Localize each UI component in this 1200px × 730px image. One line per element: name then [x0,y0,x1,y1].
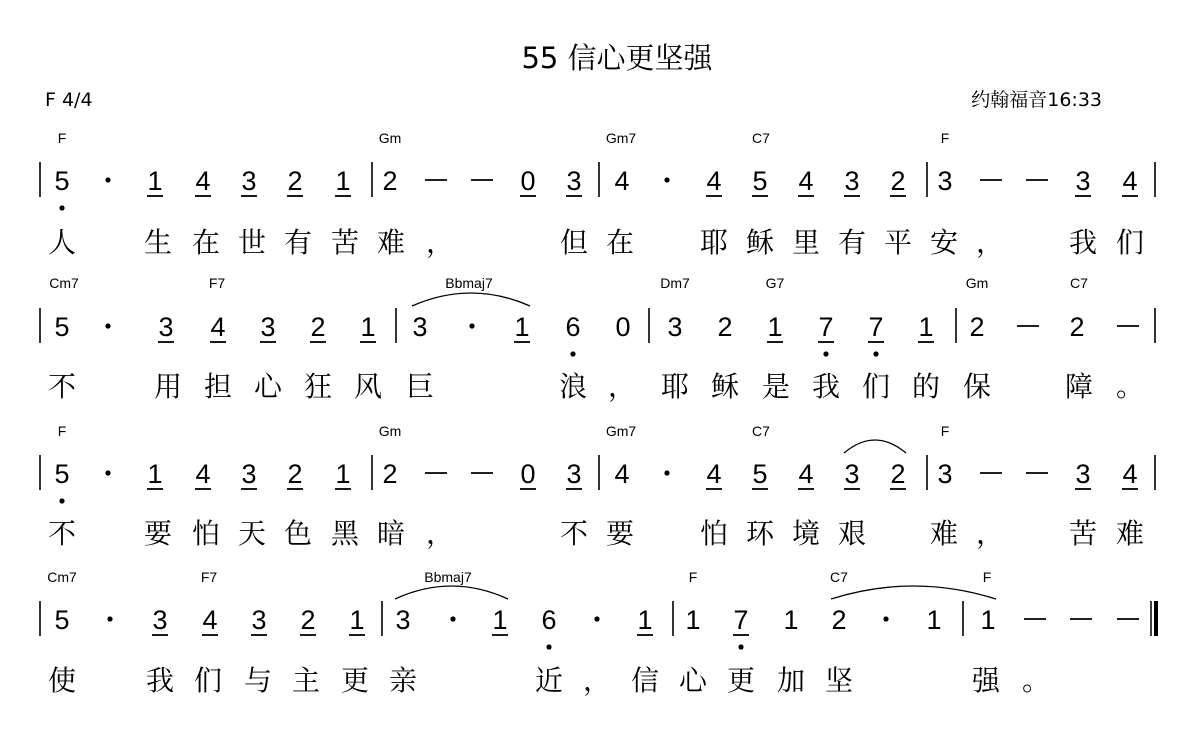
lyric-char: 难 [929,517,959,550]
lyric-char: 坚 [824,664,854,697]
augmentation-dot [105,323,110,328]
chord-symbol: F7 [208,275,226,291]
lyric-char: 更 [726,664,756,697]
lyric-char: 们 [193,664,223,697]
lyric-char: 是 [761,370,791,403]
lyric-char: 但 [559,226,589,259]
lyric-char: 更 [340,664,370,697]
low-octave-dot [570,351,575,356]
note-digit: 3 [1075,166,1091,196]
note-digit: 1 [685,605,701,635]
note-digit: 1 [147,166,163,196]
lyric-char: 有 [283,226,313,259]
augmentation-dot [594,616,599,621]
chord-symbol: F [57,130,67,146]
note-digit: 5 [54,459,70,489]
lyric-char: 黑 [330,517,360,550]
note-digit: 2 [382,459,398,489]
augmentation-dot [450,616,455,621]
augmentation-dot [107,616,112,621]
lyric-char: 不 [47,517,77,550]
augmentation-dot [469,323,474,328]
chord-symbol: C7 [752,130,770,146]
lyric-char: ， [607,370,637,403]
note-digit: 2 [310,312,326,342]
chord-symbol: Cm7 [49,275,79,291]
lyric-char: 浪 [558,370,588,403]
note-digit: 1 [349,605,365,635]
lyric-char: 稣 [710,370,740,403]
lyric-char: 稣 [745,226,775,259]
chord-symbol: F [688,569,698,585]
note-digit: 3 [937,166,953,196]
chord-symbol: F [57,423,67,439]
lyric-char: 加 [776,664,806,697]
lyric-char: 不 [47,370,77,403]
note-digit: 0 [520,459,536,489]
note-digit: 2 [890,166,906,196]
note-digit: 6 [541,605,557,635]
lyric-char: ， [425,226,455,259]
low-octave-dot [738,644,743,649]
chord-symbol: F [982,569,992,585]
lyric-char: 的 [911,370,941,403]
augmentation-dot [664,177,669,182]
note-digit: 5 [54,605,70,635]
lyric-char: 生 [143,226,173,259]
lyric-char: 不 [559,517,589,550]
tie-arc [831,586,996,599]
note-digit: 3 [667,312,683,342]
note-digit: 1 [335,166,351,196]
note-digit: 3 [241,166,257,196]
chord-symbol: C7 [752,423,770,439]
note-digit: 2 [1069,312,1085,342]
note-digit: 0 [615,312,631,342]
lyric-char: 巨 [405,370,435,403]
note-digit: 1 [637,605,653,635]
note-digit: 4 [202,605,218,635]
lyric-char: 平 [883,226,913,259]
lyric-char: 们 [861,370,891,403]
note-digit: 4 [195,459,211,489]
note-digit: 3 [1075,459,1091,489]
lyric-char: 狂 [303,370,333,403]
note-digit: 1 [335,459,351,489]
augmentation-dot [883,616,888,621]
note-digit: 7 [868,312,884,342]
note-digit: 3 [412,312,428,342]
low-octave-dot [59,498,64,503]
augmentation-dot [664,470,669,475]
lyric-char: 。 [1115,370,1145,403]
key-signature: F 4/4 [45,89,93,111]
note-digit: 2 [300,605,316,635]
note-digit: 3 [395,605,411,635]
lyric-char: 用 [153,370,183,403]
chord-symbol: Gm [378,423,402,439]
lyric-char: 艰 [837,517,867,550]
lyric-char: 信 [630,664,660,697]
lyric-char: 我 [1068,226,1098,259]
chord-symbol: Gm [965,275,989,291]
chord-symbol: Cm7 [47,569,77,585]
chord-symbol: Bbmaj7 [424,569,472,585]
note-digit: 3 [844,166,860,196]
lyric-char: 苦 [1068,517,1098,550]
note-digit: 3 [844,459,860,489]
lyric-char: 天 [237,517,267,550]
lyric-char: 我 [145,664,175,697]
note-digit: 1 [492,605,508,635]
chord-symbol: Gm [378,130,402,146]
note-digit: 5 [752,166,768,196]
chord-symbol: C7 [1070,275,1088,291]
lyric-char: 世 [237,226,267,259]
lyric-char: 苦 [330,226,360,259]
lyric-char: 耶 [660,370,690,403]
note-digit: 3 [566,459,582,489]
chord-symbol: Gm7 [605,423,637,439]
lyric-char: 心 [253,370,283,403]
augmentation-dot [105,177,110,182]
note-digit: 4 [798,459,814,489]
lyric-char: 安 [929,226,959,259]
low-octave-dot [823,351,828,356]
note-digit: 5 [752,459,768,489]
note-digit: 2 [382,166,398,196]
note-digit: 4 [706,166,722,196]
note-digit: 3 [937,459,953,489]
note-digit: 2 [890,459,906,489]
note-digit: 1 [147,459,163,489]
chord-symbol: G7 [765,275,785,291]
augmentation-dot [105,470,110,475]
note-digit: 1 [360,312,376,342]
lyric-char: 使 [47,664,77,697]
lyric-char: 心 [678,664,708,697]
song-title: 55 信心更坚强 [521,41,713,75]
note-digit: 1 [980,605,996,635]
note-digit: 7 [818,312,834,342]
lyric-char: 要 [143,517,173,550]
note-digit: 3 [251,605,267,635]
lyric-char: 强 [971,664,1001,697]
note-digit: 4 [798,166,814,196]
note-digit: 2 [287,459,303,489]
tie-arc [412,293,530,306]
lyric-char: 怕 [191,517,221,550]
lyric-char: 近 [534,664,564,697]
lyric-char: 有 [837,226,867,259]
lyric-char: ， [975,226,1005,259]
chord-symbol: F [940,423,950,439]
lyric-char: ， [975,517,1005,550]
note-digit: 1 [918,312,934,342]
note-digit: 4 [195,166,211,196]
note-digit: 4 [1122,459,1138,489]
note-digit: 4 [210,312,226,342]
score-systems [40,130,1156,697]
note-digit: 4 [1122,166,1138,196]
note-digit: 2 [969,312,985,342]
note-digit: 4 [614,459,630,489]
chord-symbol: Gm7 [605,130,637,146]
lyric-char: 担 [203,370,233,403]
lyric-char: 环 [745,517,775,550]
note-digit: 4 [706,459,722,489]
lyric-char: 色 [283,517,313,550]
tie-arc [395,586,508,599]
lyric-char: 难 [1115,517,1145,550]
lyric-char: 我 [811,370,841,403]
note-digit: 2 [831,605,847,635]
lyric-char: 里 [791,226,821,259]
note-digit: 3 [260,312,276,342]
lyric-char: 。 [1021,664,1051,697]
lyric-char: 暗 [376,517,406,550]
tie-arc [844,440,906,453]
lyric-char: 们 [1115,226,1145,259]
lyric-char: 境 [791,517,821,550]
lyric-char: ， [582,664,612,697]
lyric-char: 保 [962,370,992,403]
note-digit: 1 [514,312,530,342]
lyric-char: 人 [47,226,77,259]
low-octave-dot [873,351,878,356]
note-digit: 5 [54,312,70,342]
note-digit: 6 [565,312,581,342]
lyric-char: 风 [353,370,383,403]
chord-symbol: C7 [830,569,848,585]
note-digit: 0 [520,166,536,196]
lyric-char: 怕 [699,517,729,550]
note-digit: 2 [717,312,733,342]
low-octave-dot [59,205,64,210]
lyric-char: 在 [191,226,221,259]
lyric-char: 在 [605,226,635,259]
note-digit: 3 [152,605,168,635]
lyric-char: 耶 [699,226,729,259]
lyric-char: 难 [376,226,406,259]
note-digit: 3 [158,312,174,342]
note-digit: 1 [926,605,942,635]
note-digit: 2 [287,166,303,196]
note-digit: 5 [54,166,70,196]
low-octave-dot [546,644,551,649]
note-digit: 1 [767,312,783,342]
chord-symbol: Dm7 [660,275,690,291]
lyric-char: 主 [291,664,321,697]
chord-symbol: F [940,130,950,146]
note-digit: 7 [733,605,749,635]
note-digit: 3 [566,166,582,196]
lyric-char: 与 [243,664,273,697]
chord-symbol: F7 [200,569,218,585]
note-digit: 1 [783,605,799,635]
note-digit: 3 [241,459,257,489]
chord-symbol: Bbmaj7 [445,275,493,291]
lyric-char: 障 [1064,370,1094,403]
scripture-reference: 约翰福音16:33 [971,89,1102,111]
note-digit: 4 [614,166,630,196]
lyric-char: 亲 [388,664,418,697]
lyric-char: 要 [605,517,635,550]
lyric-char: ， [425,517,455,550]
